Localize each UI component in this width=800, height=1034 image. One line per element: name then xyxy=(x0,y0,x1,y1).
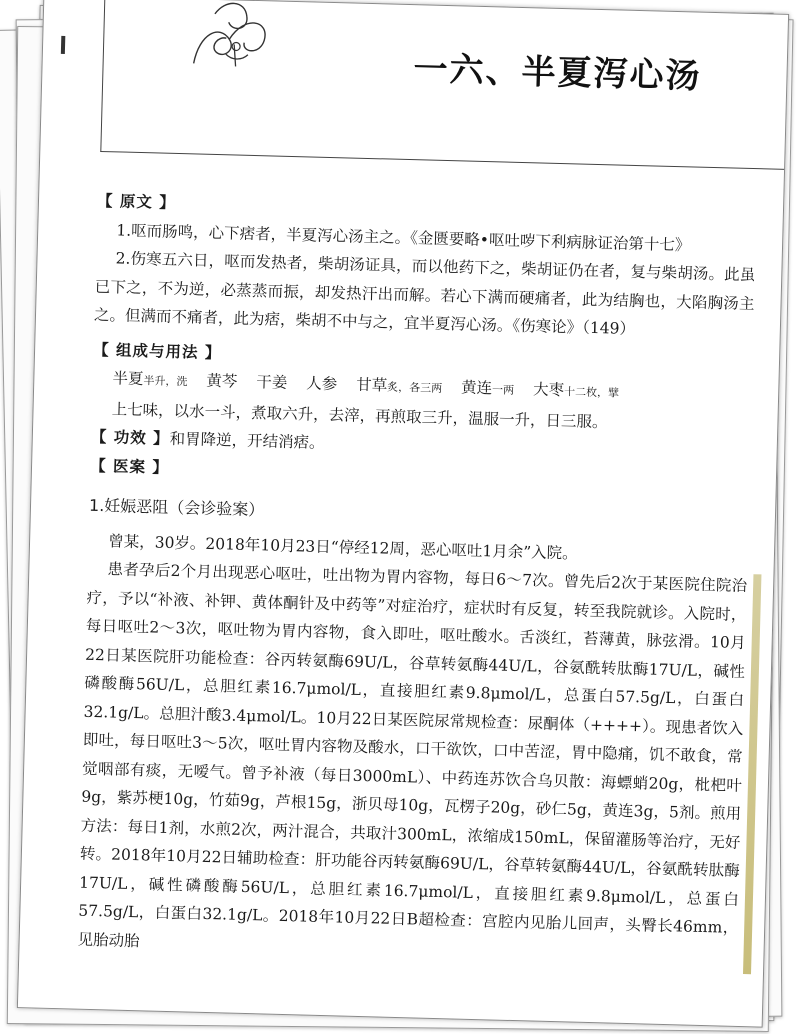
herb-note: 十二枚，擘 xyxy=(563,385,620,400)
patient-line: 曾某，30岁。2018年10月23日“停经12周，恶心呕吐1月余”入院。 xyxy=(108,531,578,563)
section-heading-original-text: 【 原文 】 xyxy=(96,191,177,212)
section-heading-cases: 【 医案 】 xyxy=(89,456,170,477)
section-heading-composition: 【 组成与用法 】 xyxy=(92,340,222,362)
herb-note: 炙，各三两 xyxy=(387,380,443,395)
text: 2.伤寒五六日，呕而发热者，柴胡汤证具，而以他药下之，柴胡证仍在者，复与柴胡汤。此虽已下之，不为逆，必蒸蒸而振，却发热汗出而解。若心下满而硬痛者，此为结胸也，大陷胸汤主之。但满而不痛者，此为痞，柴胡不中与之，宜半夏泻心汤。 xyxy=(93,249,756,335)
herb-name: 大枣 xyxy=(532,380,565,400)
herb-item xyxy=(112,369,187,389)
herb-note: 一两 xyxy=(491,383,515,397)
herb-item xyxy=(533,380,619,400)
chapter-header-box xyxy=(100,0,789,170)
source-citation: 《伤寒论》 xyxy=(512,316,583,337)
text: 1.呕而肠鸣，心下痞者，半夏泻心汤主之。 xyxy=(116,220,411,247)
herb-name: 人参 xyxy=(306,374,338,394)
herb-name: 干姜 xyxy=(256,373,288,392)
binding-mark xyxy=(61,36,65,54)
herb-item xyxy=(256,373,287,392)
herb-item xyxy=(356,376,442,396)
page-content xyxy=(77,187,757,971)
flower-ornament-icon xyxy=(174,0,286,71)
herb-name: 黄芩 xyxy=(206,371,238,391)
case-title: 1.妊娠恶阻（会诊验案） xyxy=(88,495,265,520)
herb-item xyxy=(306,374,337,393)
herb-name: 甘草 xyxy=(356,375,388,395)
herb-name: 黄连 xyxy=(460,378,493,398)
source-citation: 《金匮要略•呕吐哕下利病脉证治第十七》 xyxy=(409,228,691,254)
clause-number: （149） xyxy=(581,318,636,339)
herb-item xyxy=(461,378,514,397)
herb-name: 半夏 xyxy=(112,369,144,389)
paragraph xyxy=(94,244,756,347)
herb-item xyxy=(206,372,237,391)
effect-text: 和胃降逆，开结消痞。 xyxy=(169,429,325,452)
preparation-method: 上七味，以水一斗，煮取六升，去滓，再煎取三升，温服一升，日三服。 xyxy=(111,399,608,431)
chapter-title: 一六、半夏泻心汤 xyxy=(413,49,702,97)
book-page xyxy=(17,0,789,1028)
case-body: 患者孕后2个月出现恶心呕吐，吐出物为胃内容物，每日6～7次。曾先后2次于某医院住院治疗，予以“补液、补钾、黄体酮针及中药等”对症治疗，症状时有反复，转至我院就诊。入院时，每日呕吐2～3次，呕吐物为胃内容物，食入即吐，呕吐酸水。舌淡红，苔薄黄，脉弦滑。10月22日某医院肝功能检查：谷丙转氨酶69U/L，谷草转氨酶44U/L，谷氨酰转肽酶17U/L，碱性磷酸酶56U/L，总胆红素16.7μmol/L，直接胆红素9.8μmol/L，总蛋白57.5g/L，白蛋白32.1g/L。总胆汁酸3.4μmol/L。10月22日某医院尿常规检查：尿酮体（++++）。现患者饮入即吐，每日呕吐3～5次，呕吐胃内容物及酸水，口干欲饮，口中苦涩，胃中隐痛，饥不敢食，常觉咽部有痰，无嗳气。曾予补液（每日3000mL）、中药连苏饮合乌贝散：海螵蛸20g，枇杷叶9g，紫苏梗10g，竹茹9g，芦根15g，浙贝母10g，瓦楞子20g，砂仁5g，黄连3g，5剂。煎用方法：每日1剂，水煎2次，两汁混合，共取汁300mL，浓缩成150mL，保留灌肠等治疗，无好转。2018年10月22日辅助检查：肝功能谷丙转氨酶69U/L，谷草转氨酶44U/L，谷氨酰转肽酶17U/L，碱性磷酸酶56U/L，总胆红素16.7μmol/L，直接胆红素9.8μmol/L，总蛋白57.5g/L，白蛋白32.1g/L。2018年10月22日B超检查：宫腔内见胎儿回声，头臀长46mm，见胎动胎 xyxy=(77,560,748,950)
herb-note: 半升，洗 xyxy=(143,374,188,389)
section-heading-effect: 【 功效 】 xyxy=(90,427,170,448)
